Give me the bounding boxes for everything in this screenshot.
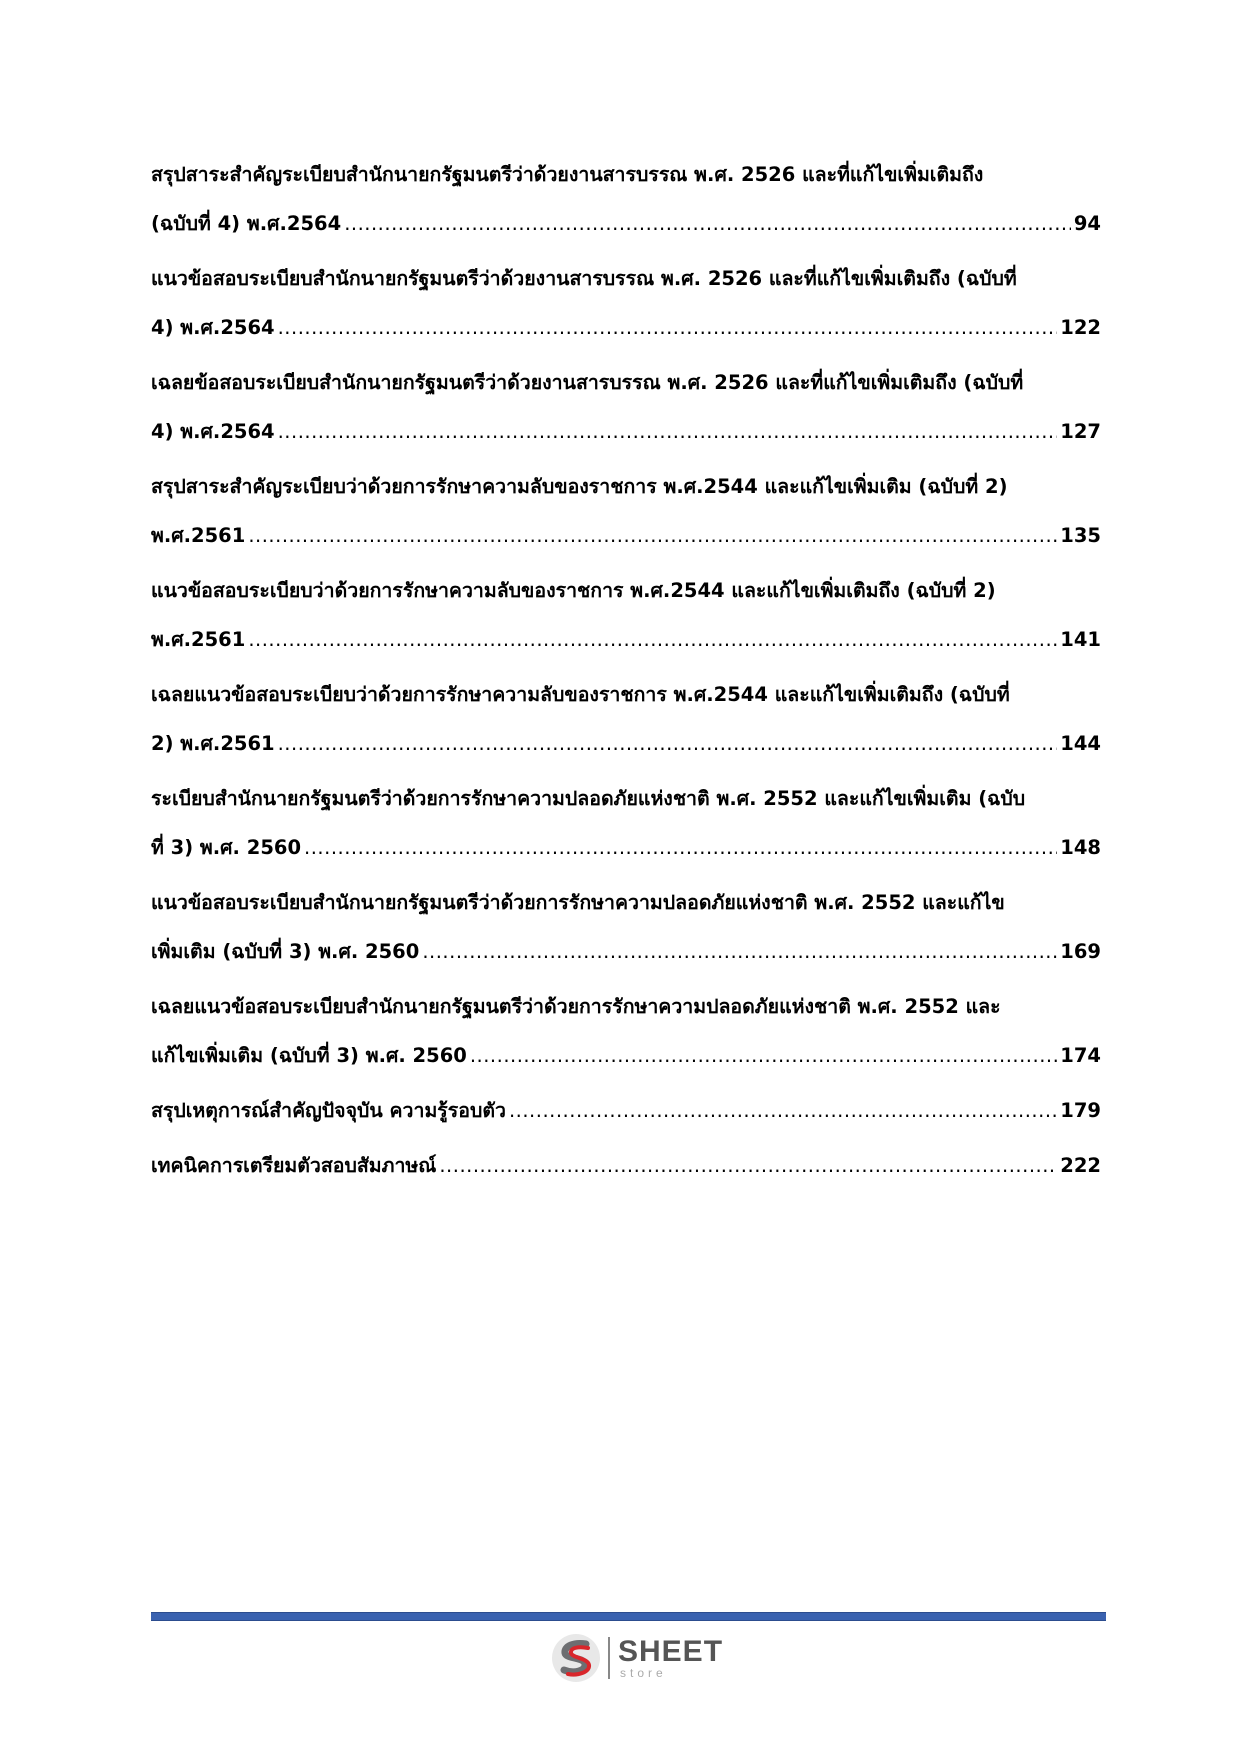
toc-entry-title-cont: ที่ 3) พ.ศ. 2560 bbox=[151, 836, 302, 859]
logo-separator bbox=[608, 1637, 610, 1679]
dot-leader bbox=[248, 615, 1057, 664]
toc-entry-title: แนวข้อสอบระเบียบสำนักนายกรัฐมนตรีว่าด้วยการรักษาความปลอดภัยแห่งชาติ พ.ศ. 2552 และแก้ไข bbox=[151, 891, 1005, 914]
toc-entry-title-cont: พ.ศ.2561 bbox=[151, 628, 246, 651]
toc-page-number: 94 bbox=[1073, 212, 1101, 235]
toc-page-number: 148 bbox=[1060, 836, 1101, 859]
footer-divider-bar bbox=[151, 1612, 1106, 1621]
dot-leader bbox=[422, 927, 1057, 976]
toc-entry[interactable] bbox=[151, 566, 1101, 664]
toc-entry-title: สรุปเหตุการณ์สำคัญปัจจุบัน ความรู้รอบตัว bbox=[151, 1099, 506, 1122]
dot-leader bbox=[304, 823, 1057, 872]
toc-page-number: 127 bbox=[1060, 420, 1101, 443]
toc-entry[interactable] bbox=[151, 670, 1101, 768]
toc-page-number: 135 bbox=[1060, 524, 1101, 547]
toc-entry-title-cont: เพิ่มเติม (ฉบับที่ 3) พ.ศ. 2560 bbox=[151, 940, 420, 963]
toc-entry-title: เทคนิคการเตรียมตัวสอบสัมภาษณ์ bbox=[151, 1154, 437, 1177]
dot-leader bbox=[470, 1031, 1057, 1080]
toc-entry-title: แนวข้อสอบระเบียบว่าด้วยการรักษาความลับของราชการ พ.ศ.2544 และแก้ไขเพิ่มเติมถึง (ฉบับที่ 2) bbox=[151, 579, 996, 602]
toc-entry-title: สรุปสาระสำคัญระเบียบสำนักนายกรัฐมนตรีว่าด้วยงานสารบรรณ พ.ศ. 2526 และที่แก้ไขเพิ่มเติมถึง bbox=[151, 163, 984, 186]
dot-leader bbox=[278, 719, 1058, 768]
dot-leader bbox=[278, 407, 1058, 456]
dot-leader bbox=[509, 1086, 1057, 1135]
toc-entry-title: เฉลยแนวข้อสอบระเบียบสำนักนายกรัฐมนตรีว่าด้วยการรักษาความปลอดภัยแห่งชาติ พ.ศ. 2552 และ bbox=[151, 995, 1001, 1018]
toc-page-number: 222 bbox=[1060, 1154, 1101, 1177]
s-logo-icon bbox=[550, 1632, 602, 1684]
dot-leader bbox=[278, 303, 1058, 352]
toc-entry-title-cont: 4) พ.ศ.2564 bbox=[151, 420, 275, 443]
logo-subword: store bbox=[620, 1665, 667, 1680]
toc-page-number: 122 bbox=[1060, 316, 1101, 339]
toc-entry-title-cont: (ฉบับที่ 4) พ.ศ.2564 bbox=[151, 212, 342, 235]
toc-page-number: 169 bbox=[1060, 940, 1101, 963]
toc-entry-title: ระเบียบสำนักนายกรัฐมนตรีว่าด้วยการรักษาความปลอดภัยแห่งชาติ พ.ศ. 2552 และแก้ไขเพิ่มเติม (ฉบับ bbox=[151, 787, 1026, 810]
toc-entry[interactable] bbox=[151, 254, 1101, 352]
dot-leader bbox=[248, 511, 1057, 560]
toc-page-number: 141 bbox=[1060, 628, 1101, 651]
toc-entry-title-cont: พ.ศ.2561 bbox=[151, 524, 246, 547]
toc-entry-title: เฉลยแนวข้อสอบระเบียบว่าด้วยการรักษาความลับของราชการ พ.ศ.2544 และแก้ไขเพิ่มเติมถึง (ฉบับที่ bbox=[151, 683, 1010, 706]
toc-entry-title: สรุปสาระสำคัญระเบียบว่าด้วยการรักษาความลับของราชการ พ.ศ.2544 และแก้ไขเพิ่มเติม (ฉบับที่ 2) bbox=[151, 475, 1008, 498]
toc-entry-title-cont: 4) พ.ศ.2564 bbox=[151, 316, 275, 339]
dot-leader bbox=[344, 199, 1071, 248]
toc-entry[interactable] bbox=[151, 878, 1101, 976]
toc-entry[interactable] bbox=[151, 150, 1101, 248]
toc-page-number: 174 bbox=[1060, 1044, 1101, 1067]
toc-entry-title: เฉลยข้อสอบระเบียบสำนักนายกรัฐมนตรีว่าด้วยงานสารบรรณ พ.ศ. 2526 และที่แก้ไขเพิ่มเติมถึง (ฉบับที่ bbox=[151, 371, 1024, 394]
logo-word: SHEET bbox=[618, 1634, 724, 1668]
dot-leader bbox=[439, 1141, 1057, 1190]
toc-entry-title: แนวข้อสอบระเบียบสำนักนายกรัฐมนตรีว่าด้วยงานสารบรรณ พ.ศ. 2526 และที่แก้ไขเพิ่มเติมถึง (ฉบับที่ bbox=[151, 267, 1017, 290]
sheet-store-logo bbox=[550, 1630, 723, 1685]
toc-entry[interactable] bbox=[151, 982, 1101, 1080]
toc-entry-title-cont: 2) พ.ศ.2561 bbox=[151, 732, 275, 755]
toc-entry-title-cont: แก้ไขเพิ่มเติม (ฉบับที่ 3) พ.ศ. 2560 bbox=[151, 1044, 467, 1067]
toc-entry[interactable] bbox=[151, 1086, 1101, 1135]
toc-entry[interactable] bbox=[151, 358, 1101, 456]
toc-page-number: 179 bbox=[1060, 1099, 1101, 1122]
table-of-contents bbox=[151, 150, 1101, 1196]
toc-entry[interactable] bbox=[151, 462, 1101, 560]
toc-entry[interactable] bbox=[151, 1141, 1101, 1190]
toc-page-number: 144 bbox=[1060, 732, 1101, 755]
toc-entry[interactable] bbox=[151, 774, 1101, 872]
